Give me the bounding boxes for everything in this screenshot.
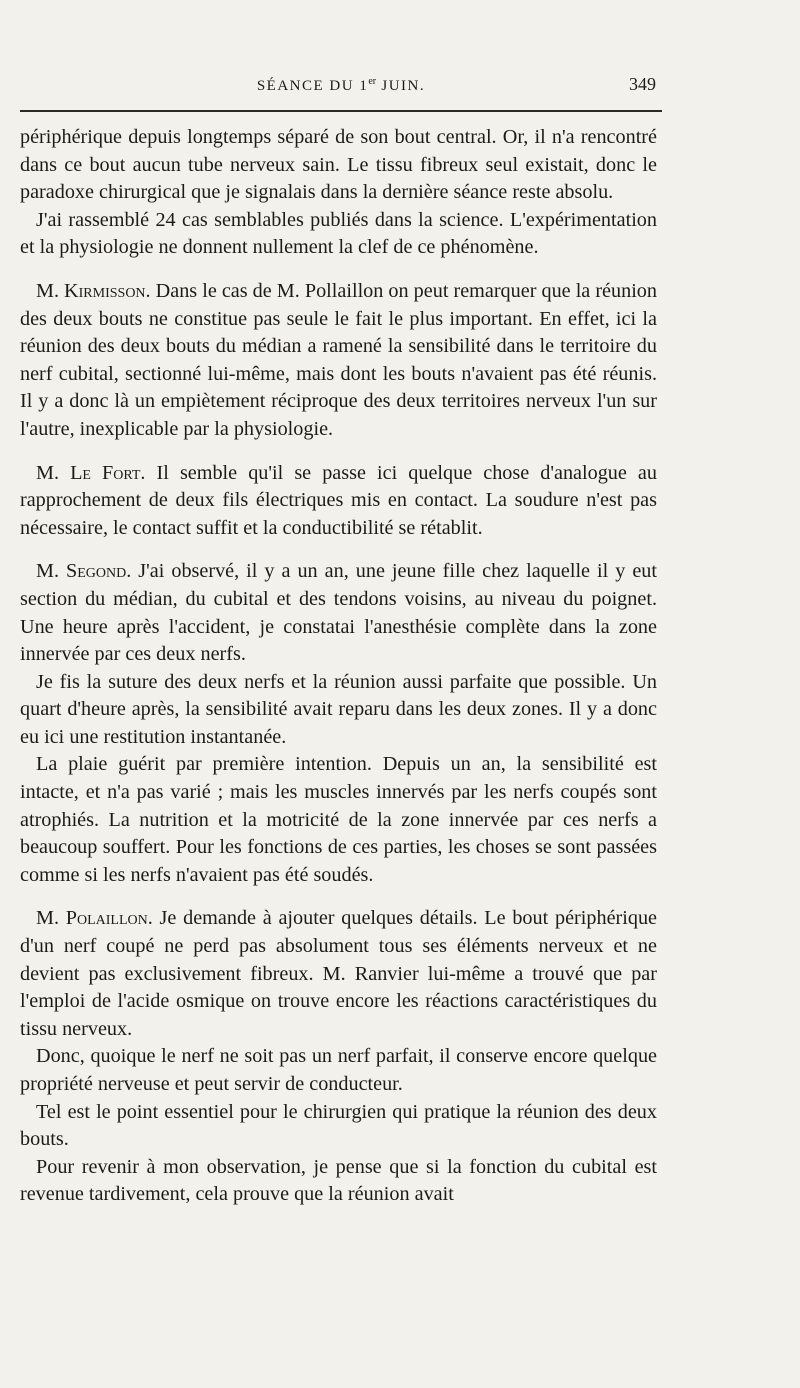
paragraph-text: Je demande à ajouter quelques détails. Le bout périphérique d'un nerf coupé ne perd pas absolument tous ses éléments nerveux et ne devient pas exclusivement fibreux. M. Ranvier lui-même a trouvé que par l'emploi de l'acide osmique on trouve encore les réactions caractéristiques du tissu nerveux. — [20, 907, 658, 1040]
paragraph — [20, 207, 657, 262]
running-title-end: JUIN. — [376, 78, 426, 94]
paragraph — [20, 669, 657, 752]
running-title-superscript: er — [368, 76, 377, 87]
paragraph — [20, 124, 657, 207]
page-header — [20, 72, 662, 102]
page-number: 349 — [629, 74, 656, 94]
paragraph — [20, 558, 657, 668]
paragraph-text: Dans le cas de M. Pollaillon on peut remarquer que la réunion des deux bouts ne constitue pas seule le fait le plus important. En effet, ici la réunion des deux bouts du médian a ramené la sensibilité dans le territoire du nerf cubital, sectionné lui-même, mais dont les bouts n'avaient pas été réunis. Il y a donc là un empiètement réciproque des deux territoires nerveux l'un sur l'autre, inexplicable par la physiologie. — [20, 279, 657, 440]
paragraph — [20, 905, 657, 1043]
running-title — [20, 76, 662, 95]
speaker-name: M. Polaillon. — [36, 907, 153, 930]
paragraph — [20, 1154, 657, 1209]
paragraph — [20, 1099, 657, 1154]
paragraph — [20, 1043, 657, 1098]
speaker-name: M. Segond. — [36, 560, 132, 583]
paragraph-text: J'ai observé, il y a un an, une jeune fille chez laquelle il y eut section du médian, du cubital et des tendons voisins, au niveau du poignet. Une heure après l'accident, je constatai l'anesthésie complète dans la zone innervée par ces deux nerfs. — [20, 560, 658, 666]
paragraph — [20, 460, 657, 543]
speaker-name: M. Kirmisson. — [36, 279, 151, 302]
body-text — [20, 124, 657, 1209]
paragraph — [20, 278, 657, 444]
paragraph-text: périphérique depuis longtemps séparé de son bout central. Or, il n'a rencontré dans ce bout aucun tube nerveux sain. Le tissu fibreux seul existait, donc le paradoxe chirurgical que je signalais dans la dernière séance reste absolu. — [20, 126, 657, 204]
speaker-name: M. Le Fort. — [36, 461, 146, 484]
paragraph-text: Tel est le point essentiel pour le chirurgien qui pratique la réunion des deux bouts. — [20, 1100, 657, 1151]
paragraph-text: Donc, quoique le nerf ne soit pas un nerf parfait, il conserve encore quelque propriété nerveuse et peut servir de conducteur. — [20, 1045, 657, 1095]
paragraph-text: Pour revenir à mon observation, je pense que si la fonction du cubital est revenue tardivement, cela prouve que la réunion avait — [20, 1155, 657, 1206]
paragraph-text: J'ai rassemblé 24 cas semblables publiés dans la science. L'expérimentation et la physiologie ne donnent nullement la clef de ce phénomène. — [20, 208, 657, 259]
paragraph-text: Je fis la suture des deux nerfs et la réunion aussi parfaite que possible. Un quart d'heure après, la sensibilité avait reparu dans les deux zones. Il y a donc eu ici une restitution instantanée. — [20, 670, 657, 748]
paragraph-text: Il semble qu'il se passe ici quelque chose d'analogue au rapprochement de deux fils électriques mis en contact. La soudure n'est pas nécessaire, le contact suffit et la conductibilité se rétablit. — [20, 461, 657, 539]
running-title-text: SÉANCE DU 1 — [256, 78, 369, 94]
paragraph — [20, 751, 657, 889]
paragraph-text: La plaie guérit par première intention. Depuis un an, la sensibilité est intacte, et n'a pas varié ; mais les muscles innervés par les nerfs coupés sont atrophiés. La nutrition et la motricité de la zone innervée par ces nerfs a beaucoup souffert. Pour les fonctions de ces parties, les choses se sont passées comme si les nerfs n'avaient pas été soudés. — [20, 753, 657, 886]
header-rule — [20, 110, 662, 112]
